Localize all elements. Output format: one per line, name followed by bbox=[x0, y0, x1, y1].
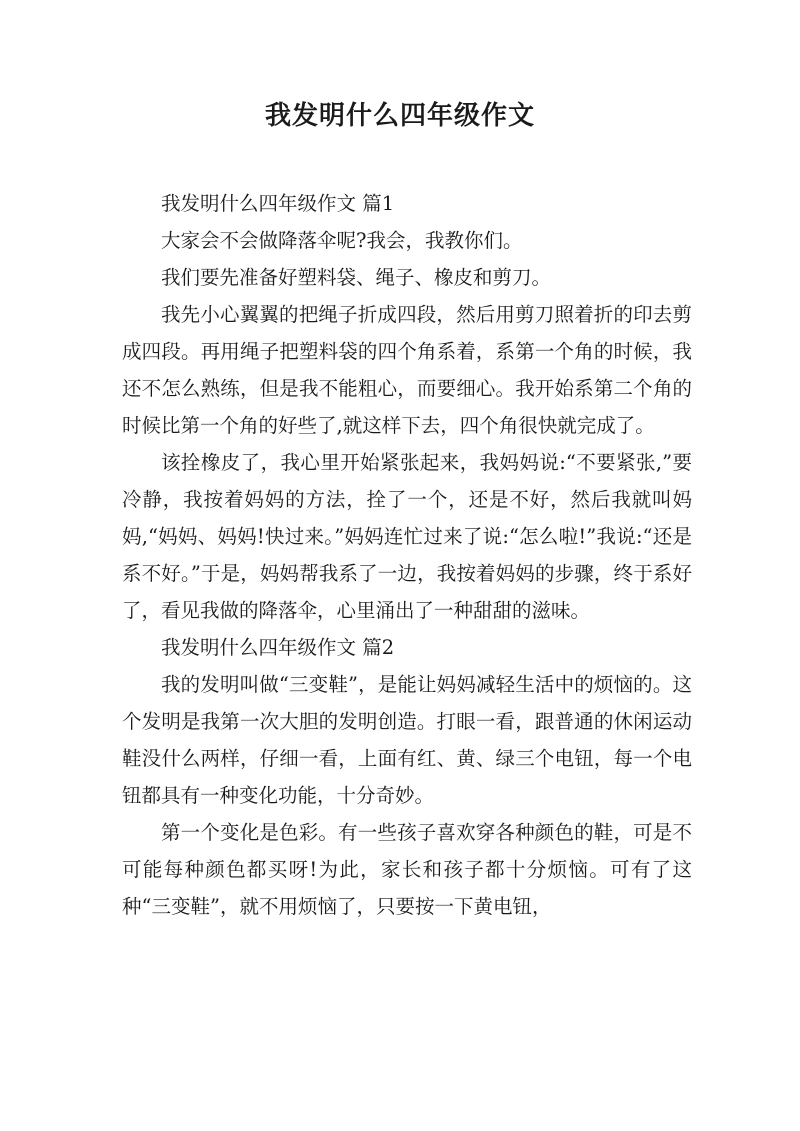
paragraph: 第一个变化是色彩。有一些孩子喜欢穿各种颜色的鞋，可是不可能每种颜色都买呀!为此，家长和孩子都十分烦恼。可有了这种“三变鞋”，就不用烦恼了，只要按一下黄电钮， bbox=[122, 821, 692, 918]
section-heading: 我发明什么四年级作文 篇1 bbox=[161, 192, 395, 215]
paragraph: 大家会不会做降落伞呢?我会，我教你们。 bbox=[161, 229, 523, 252]
paragraph: 我的发明叫做“三变鞋”，是能让妈妈减轻生活中的烦恼的。这个发明是我第一次大胆的发明创造。打眼一看，跟普通的休闲运动鞋没什么两样，仔细一看，上面有红、黄、绿三个电钮，每一个电钮都具有一种变化功能，十分奇妙。 bbox=[122, 673, 692, 807]
section-heading: 我发明什么四年级作文 篇2 bbox=[161, 636, 395, 659]
document-body bbox=[122, 185, 692, 925]
paragraph: 该拴橡皮了，我心里开始紧张起来，我妈妈说:“不要紧张,”要冷静，我按着妈妈的方法，拴了一个，还是不好，然后我就叫妈妈,“妈妈、妈妈!快过来。”妈妈连忙过来了说:“怎么啦!”我说:“还是系不好。”于是，妈妈帮我系了一边，我按着妈妈的步骤，终于系好了，看见我做的降落伞，心里涌出了一种甜甜的滋味。 bbox=[122, 451, 692, 622]
paragraph: 我们要先准备好塑料袋、绳子、橡皮和剪刀。 bbox=[161, 266, 552, 289]
paragraph: 我先小心翼翼的把绳子折成四段，然后用剪刀照着折的印去剪成四段。再用绳子把塑料袋的四个角系着，系第一个角的时候，我还不怎么熟练，但是我不能粗心，而要细心。我开始系第二个角的时候比第一个角的好些了,就这样下去，四个角很快就完成了。 bbox=[122, 303, 692, 437]
document-title: 我发明什么四年级作文 bbox=[264, 101, 535, 131]
